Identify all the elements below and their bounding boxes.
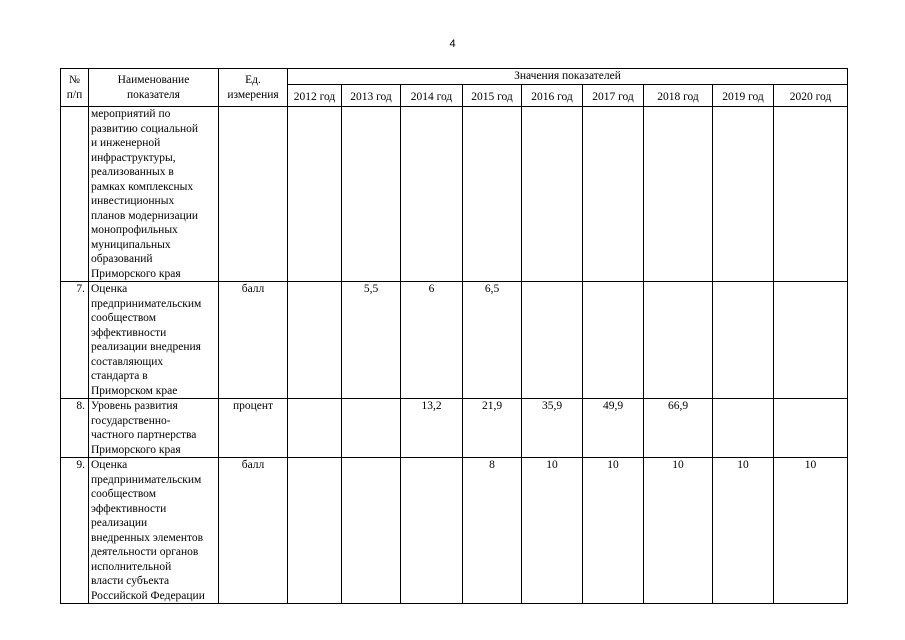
table-row — [61, 107, 848, 282]
indicator-name-line: эффективности — [91, 326, 167, 339]
header-number — [61, 69, 89, 107]
indicator-name-line: Оценка — [91, 283, 128, 295]
value-cell: 6 — [401, 282, 463, 399]
table-row — [61, 458, 848, 604]
value-cell — [713, 399, 774, 458]
indicator-name-line: исполнительной — [91, 560, 172, 573]
indicator-name-line: и инженерной — [91, 137, 161, 149]
indicator-name-line: планов модернизации — [91, 209, 199, 222]
indicator-name-line: власти субъекта — [91, 575, 170, 587]
indicator-name-line: реализованных в — [91, 166, 174, 178]
header-number-line2: п/п — [66, 88, 83, 101]
table-row — [61, 399, 848, 458]
indicator-name-line: внедренных элементов — [91, 531, 204, 544]
header-name-line2: показателя — [127, 88, 180, 101]
header-year: 2012 год — [288, 85, 342, 107]
value-cell — [522, 282, 583, 399]
value-cell — [401, 107, 463, 282]
value-cell: 10 — [713, 458, 774, 604]
row-number: 7. — [61, 282, 89, 399]
value-cell — [288, 107, 342, 282]
value-cell — [463, 107, 522, 282]
indicator-name-line: Российской Федерации — [91, 589, 205, 602]
indicator-name — [89, 399, 219, 458]
header-year: 2014 год — [401, 85, 463, 107]
indicators-table — [60, 68, 848, 604]
value-cell — [342, 458, 401, 604]
header-values-group: Значения показателей — [288, 69, 848, 85]
value-cell — [774, 282, 848, 399]
value-cell: 10 — [522, 458, 583, 604]
value-cell: 35,9 — [522, 399, 583, 458]
header-unit-line1: Ед. — [245, 73, 261, 86]
value-cell: 10 — [583, 458, 644, 604]
row-number: 8. — [61, 399, 89, 458]
indicator-name-line: государственно- — [91, 414, 171, 427]
indicator-name-line: Оценка — [91, 459, 128, 471]
indicator-name-line: Приморского края — [91, 443, 181, 456]
indicator-name-line: развитию социальной — [91, 122, 199, 135]
value-cell: 5,5 — [342, 282, 401, 399]
value-cell — [583, 107, 644, 282]
indicator-name-line: предпринимательским — [91, 473, 202, 486]
header-unit — [219, 69, 288, 107]
indicator-name-line: образований — [91, 253, 153, 265]
unit-cell: процент — [219, 399, 288, 458]
indicator-name-line: Приморского края — [91, 267, 181, 280]
indicator-name-line: деятельности органов — [91, 546, 199, 558]
row-number: 9. — [61, 458, 89, 604]
indicator-name-line: стандарта в — [91, 370, 148, 382]
value-cell: 21,9 — [463, 399, 522, 458]
header-name-line1: Наименование — [117, 73, 190, 86]
indicator-name-line: частного партнерства — [91, 429, 197, 441]
indicator-name-line: Уровень развития — [91, 400, 178, 412]
indicator-name — [89, 458, 219, 604]
unit-cell: балл — [219, 458, 288, 604]
indicator-name-line: мероприятий по — [91, 108, 171, 120]
indicator-name-line: инфраструктуры, — [91, 151, 176, 164]
value-cell — [774, 107, 848, 282]
value-cell — [713, 107, 774, 282]
indicator-name-line: сообществом — [91, 312, 156, 324]
value-cell — [644, 107, 713, 282]
header-row-1 — [61, 69, 848, 85]
header-year: 2019 год — [713, 85, 774, 107]
unit-cell: балл — [219, 282, 288, 399]
value-cell — [342, 107, 401, 282]
value-cell: 6,5 — [463, 282, 522, 399]
indicator-name-line: реализации внедрения — [91, 341, 201, 353]
header-year: 2020 год — [774, 85, 848, 107]
row-number — [61, 107, 89, 282]
value-cell: 49,9 — [583, 399, 644, 458]
unit-cell — [219, 107, 288, 282]
header-unit-line2: измерения — [227, 88, 279, 101]
indicator-name-line: муниципальных — [91, 238, 171, 251]
value-cell: 8 — [463, 458, 522, 604]
value-cell — [288, 282, 342, 399]
value-cell — [713, 282, 774, 399]
header-number-line1: № — [69, 73, 80, 86]
indicator-name-line: Приморском крае — [91, 384, 178, 397]
value-cell — [583, 282, 644, 399]
header-year: 2013 год — [342, 85, 401, 107]
header-year: 2017 год — [583, 85, 644, 107]
value-cell — [774, 399, 848, 458]
indicator-name-line: монопрофильных — [91, 224, 178, 236]
indicator-name-line: инвестиционных — [91, 195, 175, 207]
value-cell — [401, 458, 463, 604]
header-year: 2015 год — [463, 85, 522, 107]
header-year: 2018 год — [644, 85, 713, 107]
indicator-name-line: составляющих — [91, 355, 164, 368]
value-cell — [342, 399, 401, 458]
indicator-name-line: эффективности — [91, 502, 167, 515]
table-body — [61, 107, 848, 604]
value-cell — [522, 107, 583, 282]
indicator-name-line: сообществом — [91, 488, 156, 500]
value-cell — [288, 458, 342, 604]
value-cell: 10 — [774, 458, 848, 604]
table-row — [61, 282, 848, 399]
value-cell — [288, 399, 342, 458]
header-year: 2016 год — [522, 85, 583, 107]
indicator-name — [89, 107, 219, 282]
value-cell — [644, 282, 713, 399]
indicator-name-line: предпринимательским — [91, 297, 202, 310]
header-name — [89, 69, 219, 107]
page-number: 4 — [449, 38, 456, 50]
indicator-name — [89, 282, 219, 399]
indicator-name-line: реализации — [91, 517, 148, 529]
value-cell: 13,2 — [401, 399, 463, 458]
value-cell: 10 — [644, 458, 713, 604]
value-cell: 66,9 — [644, 399, 713, 458]
indicator-name-line: рамках комплексных — [91, 180, 194, 193]
